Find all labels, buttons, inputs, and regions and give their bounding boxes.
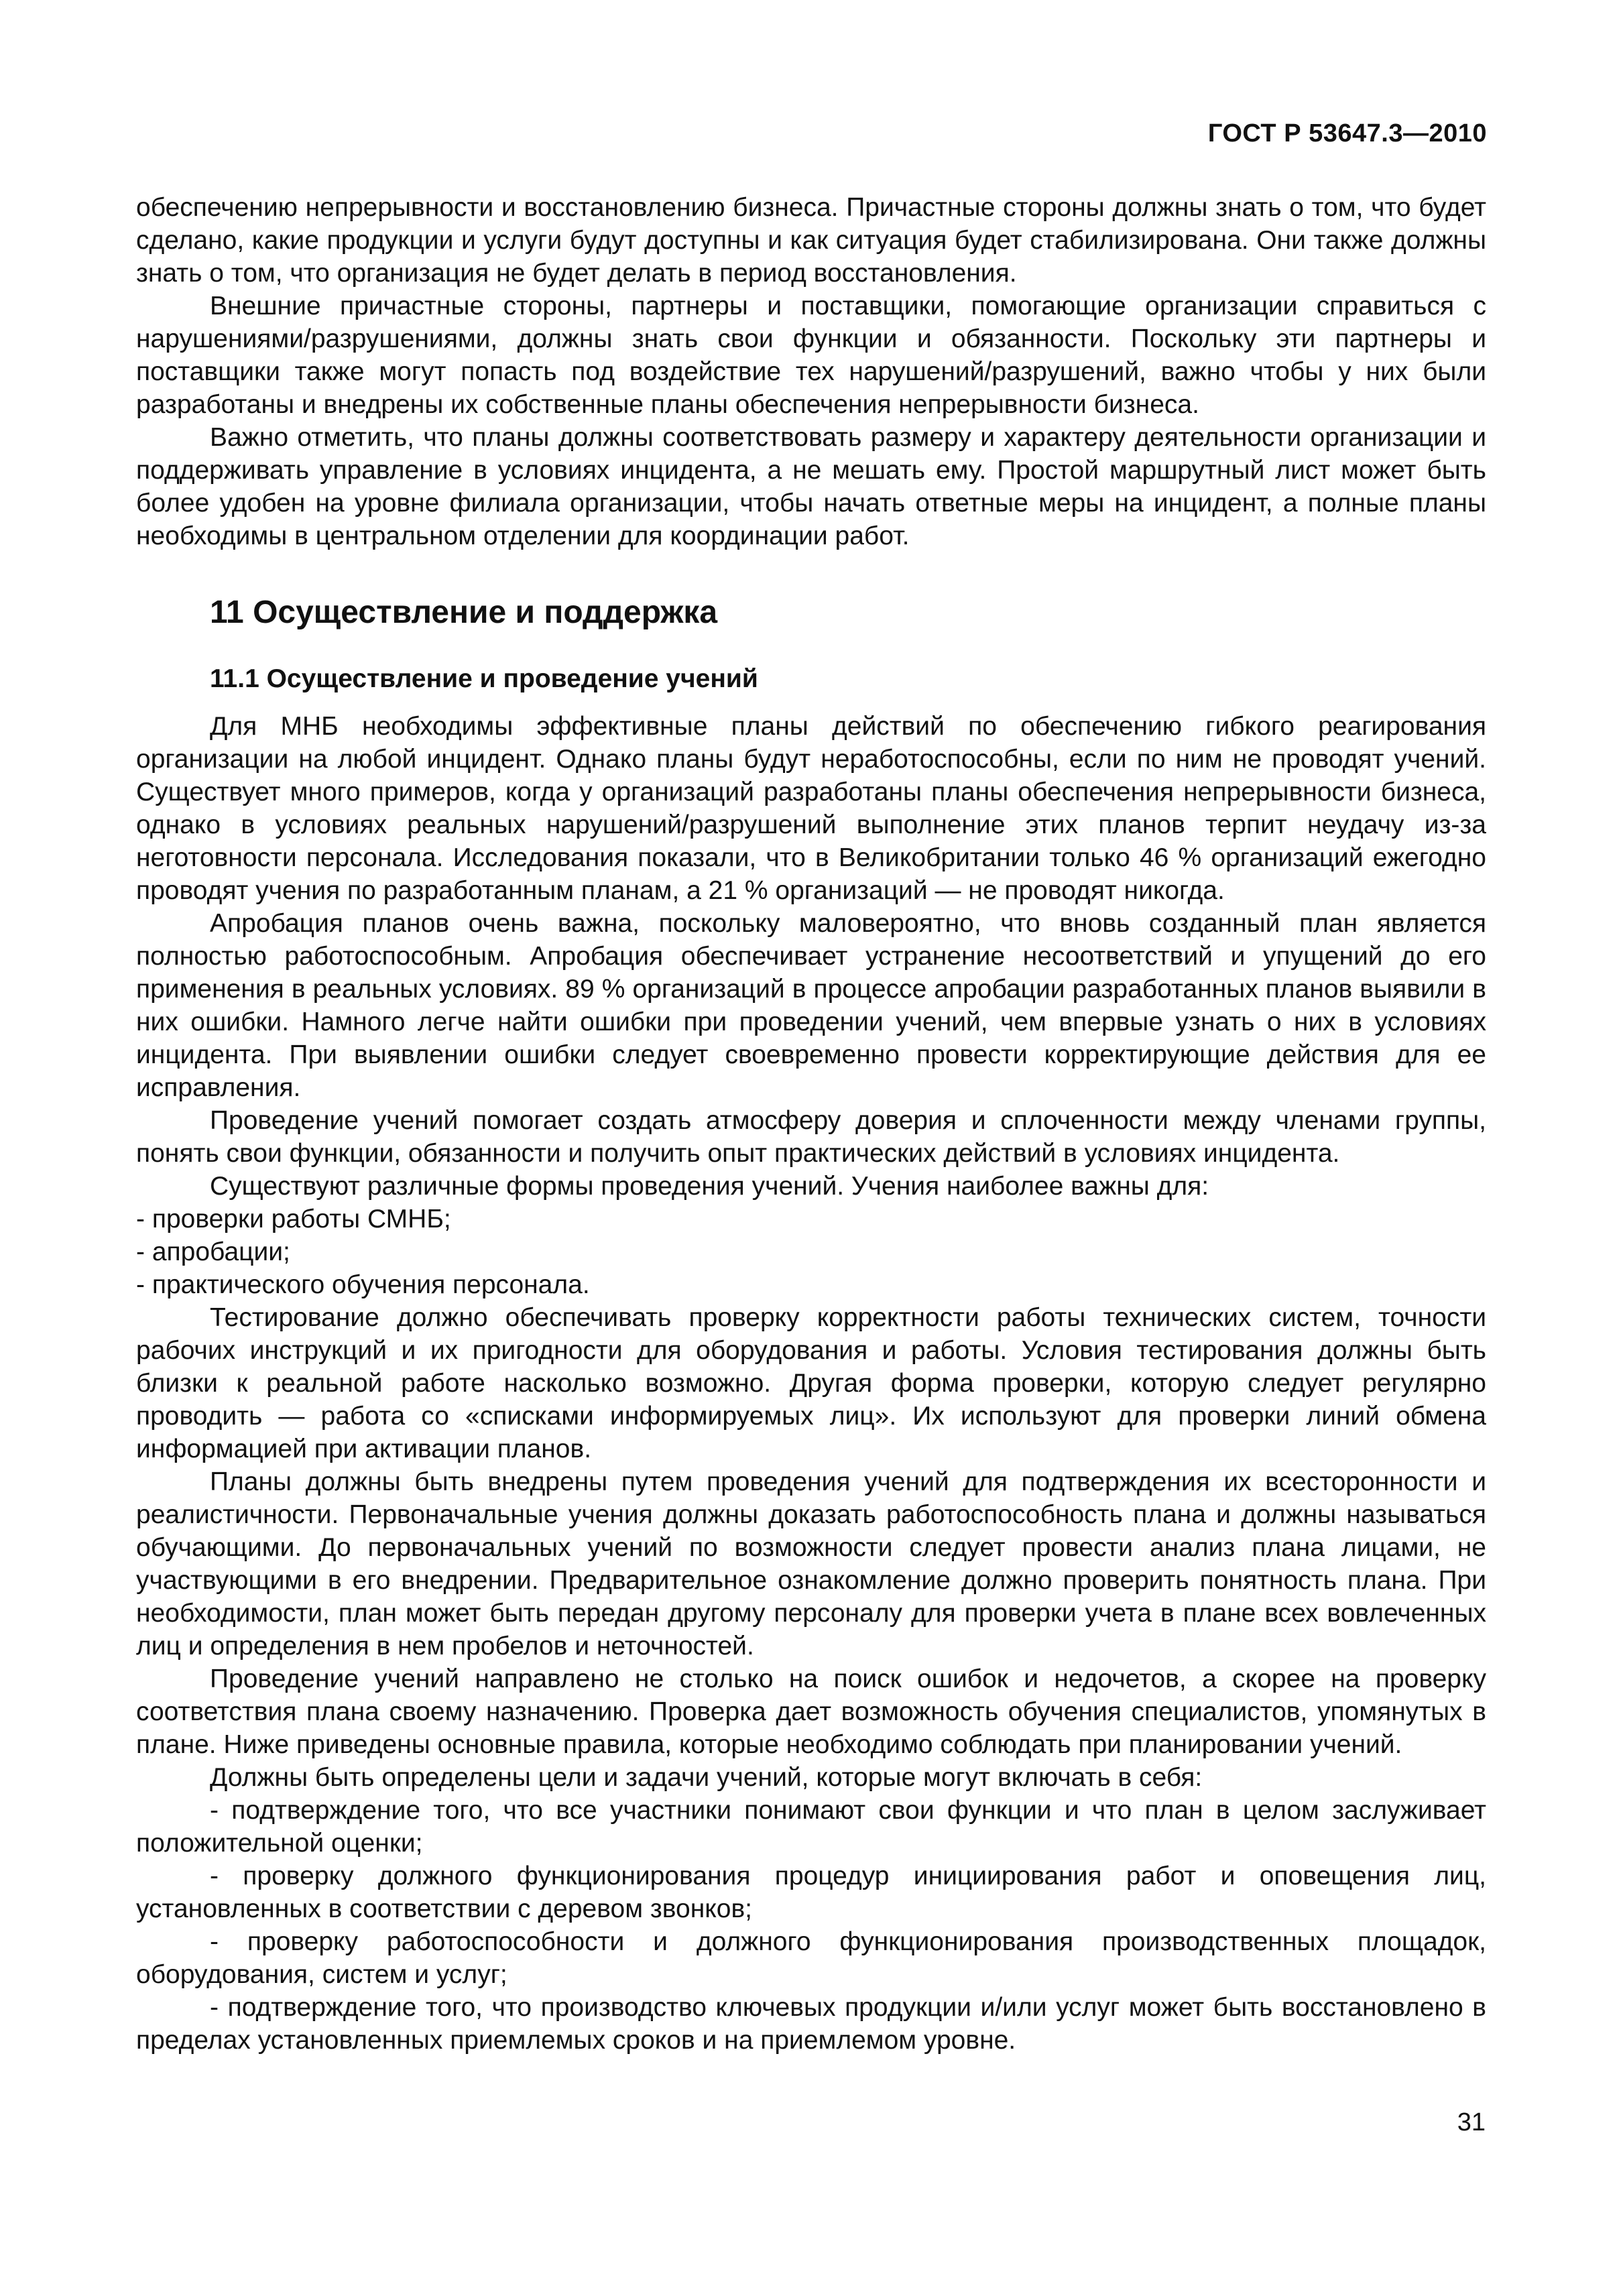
list-item: - подтверждение того, что производство ключевых продукции и/или услуг может быть восстановлено в пределах установленных приемлемых сроков и на приемлемом уровне. (136, 1993, 1486, 2055)
page-number: 31 (1457, 2108, 1486, 2136)
paragraph: Тестирование должно обеспечивать проверку корректности работы технических систем, точности рабочих инструкций и их пригодности для оборудования и работы. Условия тестирования должны быть близки к реальной работе насколько возможно. Другая форма проверки, которую следует регулярно проводить — работа со «списками информируемых лиц». Их используют для проверки линий обмена информацией при активации планов. (136, 1303, 1486, 1463)
paragraph: Апробация планов очень важна, поскольку маловероятно, что вновь созданный план является полностью работоспособным. Апробация обеспечивает устранение несоответствий и упущений до его применения в реальных условиях. 89 % организаций в процессе апробации разработанных планов выявили в них ошибки. Намного легче найти ошибки при проведении учений, чем впервые узнать о них в условиях инцидента. При выявлении ошибки следует своевременно провести корректирующие действия для ее исправления. (136, 909, 1486, 1102)
page-content (136, 191, 1486, 2057)
list-item: - практического обучения персонала. (136, 1270, 590, 1299)
list-item: - проверки работы СМНБ; (136, 1205, 451, 1233)
paragraph: Должны быть определены цели и задачи учений, которые могут включать в себя: (210, 1763, 1203, 1792)
list-item: - проверку должного функционирования процедур инициирования работ и оповещения лиц, установленных в соответствии с деревом звонков; (136, 1862, 1486, 1923)
paragraph: Для МНБ необходимы эффективные планы действий по обеспечению гибкого реагирования организации на любой инцидент. Однако планы будут неработоспособны, если по ним не проводят учений. Существует много примеров, когда у организаций разработаны планы обеспечения непрерывности бизнеса, однако в условиях реальных нарушений/разрушений выполнение этих планов терпит неудачу из-за неготовности персонала. Исследования показали, что в Великобритании только 46 % организаций ежегодно проводят учения по разработанным планам, а 21 % организаций — не проводят никогда. (136, 712, 1486, 905)
section-title: 11 Осуществление и поддержка (210, 595, 718, 630)
paragraph: обеспечению непрерывности и восстановлению бизнеса. Причастные стороны должны знать о том, что будет сделано, какие продукции и услуги будут доступны и как ситуация будет стабилизирована. Они также должны знать о том, что организация не будет делать в период восстановления. (136, 193, 1486, 288)
paragraph: Существуют различные формы проведения учений. Учения наиболее важны для: (210, 1172, 1209, 1201)
paragraph: Важно отметить, что планы должны соответствовать размеру и характеру деятельности организации и поддерживать управление в условиях инцидента, а не мешать ему. Простой маршрутный лист может быть более удобен на уровне филиала организации, чтобы начать ответные меры на инцидент, а полные планы необходимы в центральном отделении для координации работ. (136, 423, 1486, 550)
list-item: - апробации; (136, 1237, 290, 1266)
subsection-title: 11.1 Осуществление и проведение учений (210, 664, 758, 693)
paragraph: Проведение учений направлено не столько на поиск ошибок и недочетов, а скорее на проверку соответствия плана своему назначению. Проверка дает возможность обучения специалистов, упомянутых в плане. Ниже приведены основные правила, которые необходимо соблюдать при планировании учений. (136, 1665, 1486, 1759)
paragraph: Проведение учений помогает создать атмосферу доверия и сплоченности между членами группы, понять свои функции, обязанности и получить опыт практических действий в условиях инцидента. (136, 1106, 1486, 1168)
document-header: ГОСТ Р 53647.3—2010 (1207, 119, 1487, 147)
list-item: - проверку работоспособности и должного функционирования производственных площадок, оборудования, систем и услуг; (136, 1927, 1486, 1989)
paragraph: Внешние причастные стороны, партнеры и поставщики, помогающие организации справиться с нарушениями/разрушениями, должны знать свои функции и обязанности. Поскольку эти партнеры и поставщики также могут попасть под воздействие тех нарушений/разрушений, важно чтобы у них были разработаны и внедрены их собственные планы обеспечения непрерывности бизнеса. (136, 292, 1486, 419)
list-item: - подтверждение того, что все участники понимают свои функции и что план в целом заслуживает положительной оценки; (136, 1796, 1486, 1858)
paragraph: Планы должны быть внедрены путем проведения учений для подтверждения их всесторонности и реалистичности. Первоначальные учения должны доказать работоспособность плана и должны называться обучающими. До первоначальных учений по возможности следует провести анализ плана лицами, не участвующими в его внедрении. Предварительное ознакомление должно проверить понятность плана. При необходимости, план может быть передан другому персоналу для проверки учета в плане всех вовлеченных лиц и определения в нем пробелов и неточностей. (136, 1467, 1486, 1660)
